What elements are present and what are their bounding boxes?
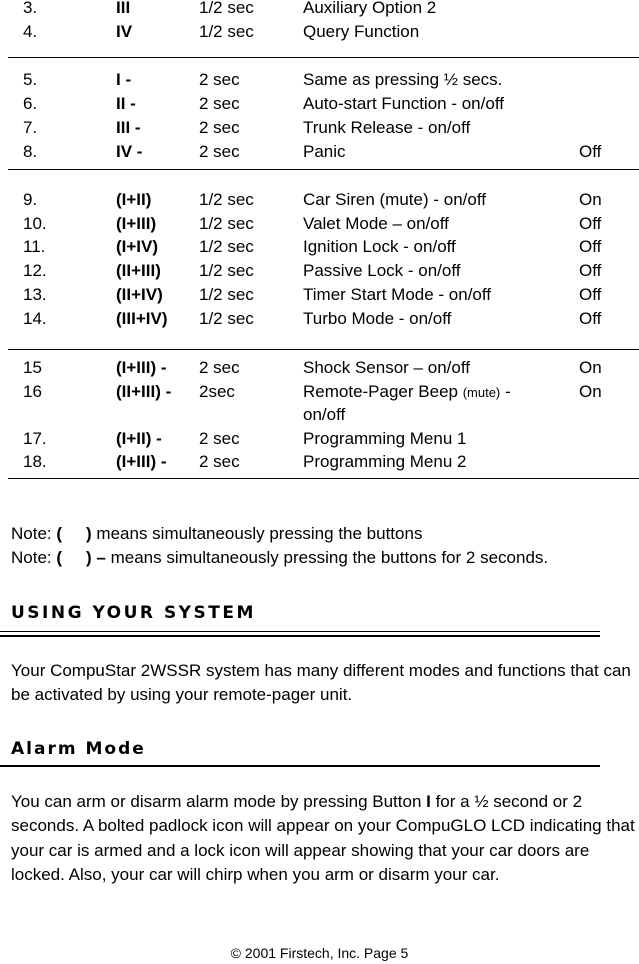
table-row: [0, 259, 639, 283]
table-divider: [8, 169, 639, 170]
row-buttons: III: [116, 0, 131, 17]
note-label: Note:: [11, 524, 57, 543]
row-number: 12.: [23, 261, 47, 280]
row-function: Query Function: [303, 22, 420, 41]
row-default: On: [579, 190, 602, 209]
row-function-tail: -: [500, 382, 511, 401]
row-time: 2 sec: [199, 142, 240, 161]
row-default: Off: [579, 142, 602, 161]
row-time: 2 sec: [199, 118, 240, 137]
row-buttons: (I+II) -: [116, 429, 162, 448]
table-row: [0, 283, 639, 307]
row-default: Off: [579, 237, 602, 256]
row-number: 13.: [23, 285, 47, 304]
row-buttons: II -: [116, 94, 136, 113]
note-paren-open: (: [56, 524, 63, 543]
row-default: On: [579, 382, 602, 401]
row-buttons: (I+II): [116, 190, 152, 209]
para-text: for a ½ second or 2 seconds. A bolted padlock icon will appear on your CompuGLO LCD indicating that your car is armed and a lock icon will appear showing that your car doors are locked. Also, your car will chirp when you arm or disarm your car.: [11, 792, 635, 884]
note-line: [11, 546, 548, 570]
table-row: [0, 427, 639, 451]
table-divider: [8, 57, 639, 58]
row-default: Off: [579, 309, 602, 328]
section-heading: USING YOUR SYSTEM: [11, 603, 256, 623]
row-function: Valet Mode – on/off: [303, 214, 449, 233]
row-buttons: (II+IV): [116, 285, 163, 304]
row-time: 1/2 sec: [199, 190, 254, 209]
note-text: means simultaneously pressing the buttons: [91, 524, 423, 543]
row-buttons: (II+III): [116, 261, 161, 280]
row-function: Car Siren (mute) - on/off: [303, 190, 486, 209]
table-row: [0, 235, 639, 259]
button-label: I: [426, 792, 431, 811]
row-time: 2 sec: [199, 70, 240, 89]
row-number: 15: [23, 358, 42, 377]
note-paren-close: ): [86, 524, 92, 543]
row-time: 2 sec: [199, 358, 240, 377]
row-buttons: IV: [116, 22, 133, 41]
row-number: 8.: [23, 142, 38, 161]
row-time: 2sec: [199, 382, 235, 401]
note-paren-open: (: [56, 548, 63, 567]
heading-double-rule: [0, 631, 600, 637]
row-function-line2: on/off: [303, 405, 346, 424]
row-function: Programming Menu 1: [303, 429, 467, 448]
table-row: [0, 450, 639, 474]
table-divider: [8, 478, 639, 479]
row-time: 1/2 sec: [199, 214, 254, 233]
row-function: [303, 380, 511, 405]
section-paragraph: [11, 790, 639, 887]
row-function: Same as pressing ½ secs.: [303, 70, 503, 89]
row-number: 3.: [23, 0, 38, 17]
table-row-continuation: [0, 403, 639, 427]
heading-rule: [0, 765, 600, 767]
row-time: 1/2 sec: [199, 237, 254, 256]
row-number: 16: [23, 382, 42, 401]
para-text: You can arm or disarm alarm mode by pressing Button: [11, 792, 427, 811]
row-function: Panic: [303, 142, 346, 161]
note-line: [11, 522, 422, 546]
row-function: Timer Start Mode - on/off: [303, 285, 492, 304]
row-number: 11.: [23, 237, 46, 256]
row-buttons: (I+III) -: [116, 358, 167, 377]
table-row: [0, 140, 639, 164]
section-paragraph: Your CompuStar 2WSSR system has many different modes and functions that can be activated by using your remote-pager unit.: [11, 661, 631, 705]
table-row: [0, 188, 639, 212]
row-function: Passive Lock - on/off: [303, 261, 461, 280]
row-function: Auto-start Function - on/off: [303, 94, 504, 113]
row-time: 2 sec: [199, 94, 240, 113]
table-row: [0, 92, 639, 116]
table-row: [0, 68, 639, 92]
table-row: [0, 212, 639, 236]
row-buttons: (III+IV): [116, 309, 168, 328]
row-function: Shock Sensor – on/off: [303, 358, 470, 377]
note-paren-close: ) –: [86, 548, 106, 567]
row-number: 4.: [23, 22, 38, 41]
row-time: 1/2 sec: [199, 22, 254, 41]
row-default: Off: [579, 261, 602, 280]
row-buttons: (I+IV): [116, 237, 159, 256]
table-row: [0, 380, 639, 404]
table-row: [0, 356, 639, 380]
row-function: Programming Menu 2: [303, 452, 467, 471]
row-function: Auxiliary Option 2: [303, 0, 437, 17]
row-buttons: III -: [116, 118, 141, 137]
row-time: 1/2 sec: [199, 285, 254, 304]
page-footer: © 2001 Firstech, Inc. Page 5: [230, 945, 409, 961]
table-row: [0, 0, 639, 20]
table-row: [0, 20, 639, 44]
row-function: Trunk Release - on/off: [303, 118, 471, 137]
note-text: means simultaneously pressing the buttons for 2 seconds.: [105, 548, 549, 567]
row-number: 10.: [23, 214, 47, 233]
row-number: 18.: [23, 452, 47, 471]
table-row: [0, 116, 639, 140]
row-default: On: [579, 358, 602, 377]
row-buttons: IV -: [116, 142, 143, 161]
row-number: 6.: [23, 94, 38, 113]
note-label: Note:: [11, 548, 57, 567]
row-buttons: (II+III) -: [116, 382, 172, 401]
section-heading: Alarm Mode: [11, 739, 146, 759]
table-divider: [8, 349, 639, 350]
row-number: 5.: [23, 70, 38, 89]
row-time: 2 sec: [199, 452, 240, 471]
row-buttons: I -: [116, 70, 132, 89]
row-time: 2 sec: [199, 429, 240, 448]
row-number: 14.: [23, 309, 47, 328]
row-default: Off: [579, 214, 602, 233]
row-default: Off: [579, 285, 602, 304]
row-function-main: Remote-Pager Beep: [303, 382, 463, 401]
row-time: 1/2 sec: [199, 261, 254, 280]
row-function-note: (mute): [462, 385, 501, 400]
row-number: 17.: [23, 429, 47, 448]
row-number: 7.: [23, 118, 38, 137]
row-function: Turbo Mode - on/off: [303, 309, 452, 328]
table-row: [0, 307, 639, 331]
row-buttons: (I+III) -: [116, 452, 167, 471]
row-time: 1/2 sec: [199, 309, 254, 328]
row-buttons: (I+III): [116, 214, 157, 233]
row-time: 1/2 sec: [199, 0, 254, 17]
row-function: Ignition Lock - on/off: [303, 237, 456, 256]
row-number: 9.: [23, 190, 38, 209]
